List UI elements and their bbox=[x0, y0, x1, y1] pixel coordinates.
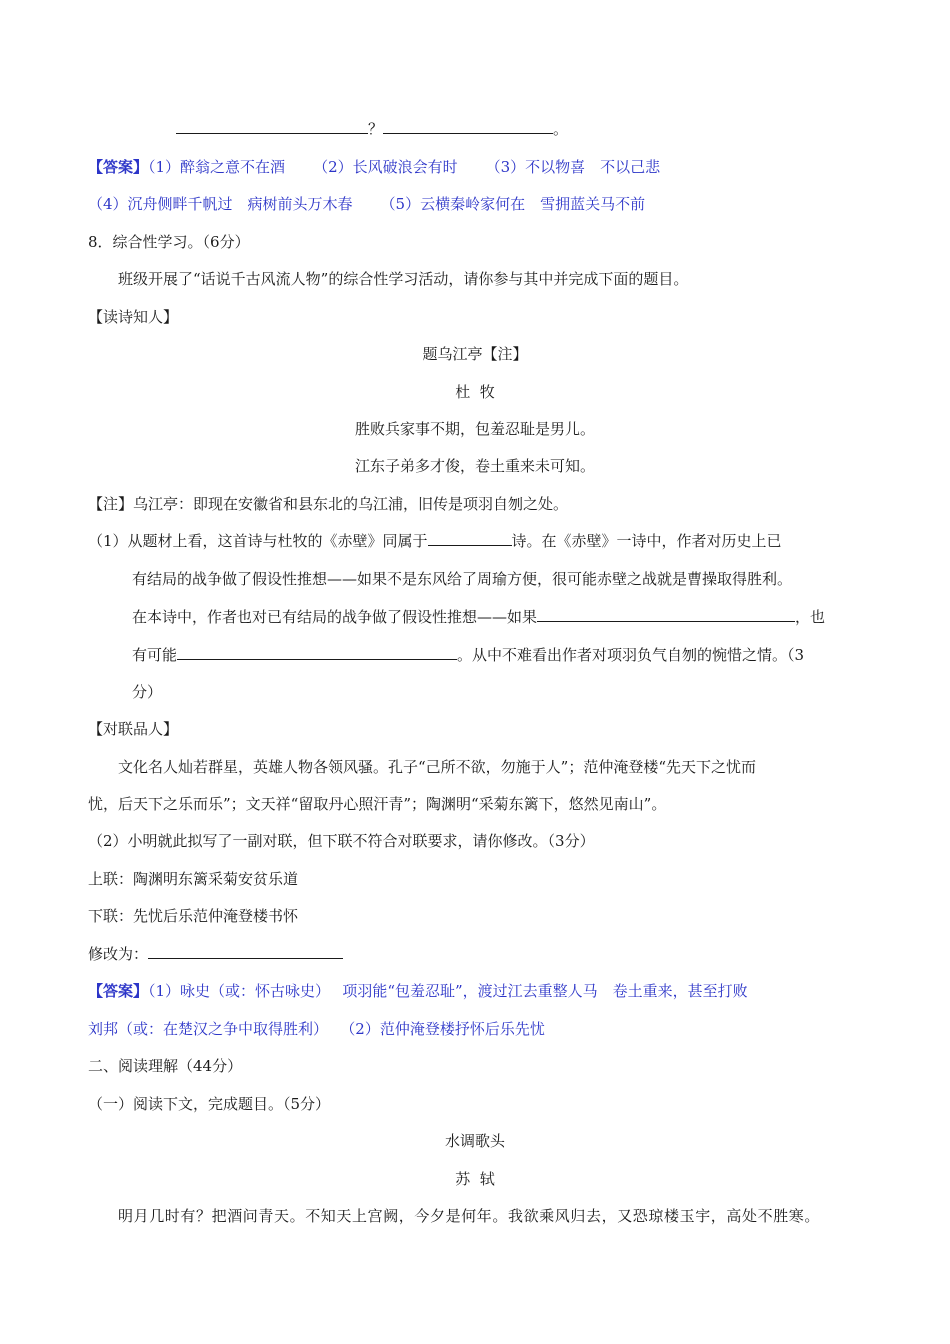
answer-1: （1）醉翁之意不在酒 bbox=[148, 158, 286, 176]
q8-part1-text-cont: ，也 bbox=[795, 608, 826, 626]
couplet-lower: 下联：先忧后乐范仲淹登楼书怀 bbox=[88, 907, 299, 925]
q8-part1-text: 在本诗中，作者也对已有结局的战争做了假设性推想——如果 bbox=[132, 608, 538, 626]
answer-7-line-1 bbox=[88, 156, 660, 178]
poem-note: 【注】乌江亭：即现在安徽省和县东北的乌江浦，旧传是项羽自刎之处。 bbox=[88, 495, 569, 513]
couplet-upper: 上联：陶渊明东篱采菊安贫乐道 bbox=[88, 870, 299, 888]
answer-3: （3）不以物喜 不以己悲 bbox=[485, 158, 661, 176]
section-read-poem: 【读诗知人】 bbox=[88, 308, 179, 326]
q8-part1-text: 有可能 bbox=[132, 646, 178, 664]
question-8-intro: 班级开展了“话说千古风流人物”的综合性学习活动，请你参与其中并完成下面的题目。 bbox=[118, 270, 689, 288]
period: 。 bbox=[553, 120, 569, 138]
subsection-1: （一）阅读下文，完成题目。（5分） bbox=[88, 1095, 331, 1113]
q8-part1-line-5: 分） bbox=[132, 683, 163, 701]
q8-part1-line-1 bbox=[88, 530, 782, 552]
modify-line bbox=[88, 943, 343, 965]
answer-blank bbox=[383, 118, 553, 134]
answer-blank bbox=[176, 118, 368, 134]
answer-blank bbox=[177, 644, 457, 660]
answer-8-text: （1）咏史（或：怀古咏史） 项羽能“包羞忍耻”，渡过江去重整人马 卷土重来，甚至打败 bbox=[148, 982, 748, 1000]
poem2-title: 水调歌头 bbox=[444, 1132, 505, 1150]
couplet-intro-2: 忧，后天下之乐而乐”；文天祥“留取丹心照汗青”；陶渊明“采菊东篱下，悠然见南山”。 bbox=[88, 795, 667, 813]
section-reading: 二、阅读理解（44分） bbox=[88, 1057, 243, 1075]
answer-4: （4）沉舟侧畔千帆过 病树前头万木春 bbox=[88, 195, 353, 213]
q8-part1-text-cont: 。从中不难看出作者对项羽负气自刎的惋惜之情。（3 bbox=[457, 646, 805, 664]
question-mark: ？ bbox=[368, 120, 384, 138]
question-8-title: 8．综合性学习。（6分） bbox=[88, 233, 250, 251]
poem-author: 杜 牧 bbox=[455, 383, 495, 401]
q8-part1-line-2: 有结局的战争做了假设性推想——如果不是东风给了周瑜方便，很可能赤壁之战就是曹操取得胜利。 bbox=[132, 570, 793, 588]
q8-part1-text: （1）从题材上看，这首诗与杜牧的《赤壁》同属于 bbox=[88, 532, 428, 550]
answer-5: （5）云横秦岭家何在 雪拥蓝关马不前 bbox=[380, 195, 646, 213]
answer-tag: 【答案】 bbox=[88, 982, 149, 1000]
answer-8-line-2: 刘邦（或：在楚汉之争中取得胜利） （2）范仲淹登楼抒怀后乐先忧 bbox=[88, 1020, 545, 1038]
poem-line-2: 江东子弟多才俊，卷土重来未可知。 bbox=[354, 457, 595, 475]
modify-label: 修改为： bbox=[88, 945, 149, 963]
answer-2: （2）长风破浪会有时 bbox=[313, 158, 458, 176]
poem-title: 题乌江亭【注】 bbox=[422, 345, 528, 363]
answer-tag: 【答案】 bbox=[88, 158, 149, 176]
q8-part1-line-4 bbox=[132, 644, 804, 666]
poem-line-1: 胜败兵家事不期，包羞忍耻是男儿。 bbox=[354, 420, 595, 438]
couplet-intro-1: 文化名人灿若群星，英雄人物各领风骚。孔子“己所不欲，勿施于人”；范仲淹登楼“先天下之忧而 bbox=[118, 758, 757, 776]
answer-7-line-2 bbox=[88, 193, 645, 215]
answer-8-line-1 bbox=[88, 980, 748, 1002]
q7-blank-line bbox=[176, 118, 568, 140]
section-couplet: 【对联品人】 bbox=[88, 720, 179, 738]
answer-blank bbox=[428, 530, 512, 546]
answer-blank bbox=[148, 943, 343, 959]
q8-part2: （2）小明就此拟写了一副对联，但下联不符合对联要求，请你修改。（3分） bbox=[88, 832, 595, 850]
q8-part1-text-cont: 诗。在《赤壁》一诗中，作者对历史上已 bbox=[511, 532, 782, 550]
poem2-author: 苏 轼 bbox=[455, 1170, 495, 1188]
poem2-line-1: 明月几时有？把酒问青天。不知天上宫阙，今夕是何年。我欲乘风归去，又恐琼楼玉宇，高处不胜寒。 bbox=[118, 1207, 821, 1225]
q8-part1-line-3 bbox=[132, 606, 825, 628]
answer-blank bbox=[537, 606, 795, 622]
